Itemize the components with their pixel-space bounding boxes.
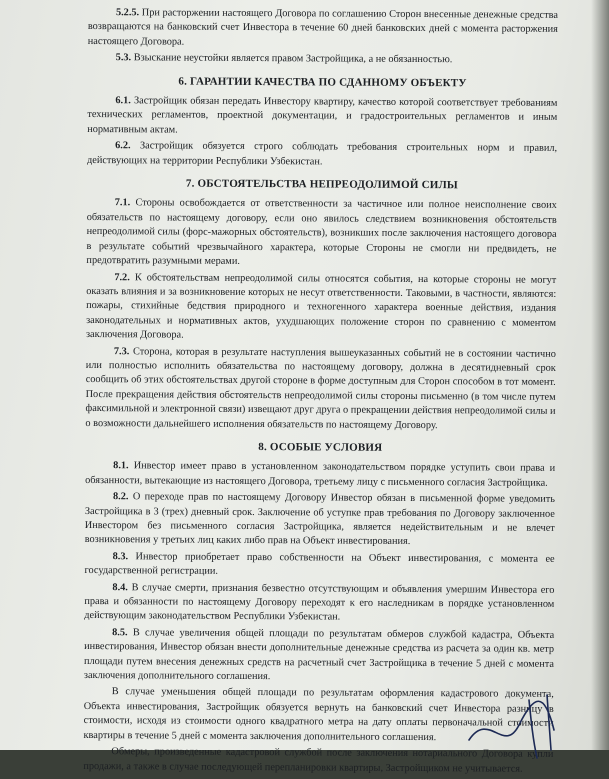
- clause-number: 7.2.: [114, 271, 130, 283]
- clause-text: Застройщик обязуется строго соблюдать требования строительных норм и правил, действующих на территории Республики Узбекистан.: [87, 140, 558, 168]
- clause-text: Взыскание неустойки является правом Застройщика, а не обязанностью.: [133, 52, 453, 66]
- section-7-title: 7. ОБСТОЯТЕЛЬСТВА НЕПРЕОДОЛИМОЙ СИЛЫ: [185, 177, 458, 192]
- clause-text: О переходе прав по настоящему Договору Инвестор обязан в письменной форме уведомить Застройщика в 3 (трех) дневный срок. Заключение об уступке прав требования по Договору заключенное Инвестором без письменного согласия Застройщика, является недействительным и не влечет возникновения у третьих лиц каких либо прав на Объект инвестирования.: [84, 491, 556, 548]
- clause-8-1: [85, 459, 555, 491]
- document-text: [83, 6, 558, 779]
- handwritten-signature: [459, 670, 579, 760]
- clause-7-1: [86, 196, 556, 271]
- clause-number: 6.1.: [115, 95, 131, 107]
- clause-number: 7.1.: [114, 197, 131, 209]
- clause-text: В случае смерти, признания безвестно отсутствующим и объявления умершим Инвестора его права и обязанности по настоящему Договору переходят к его наследникам в порядке установленном действующим законодательством Республики Узбекистан.: [84, 581, 555, 623]
- clause-number: 8.5.: [112, 627, 128, 639]
- clause-8-3: [85, 550, 555, 582]
- clause-5-2-5: [88, 6, 558, 52]
- clause-text: При расторжении настоящего Договора по соглашению Сторон внесенные денежные средства возвращаются на банковский счет Инвестора в течение 60 дней банковских дней с момента расторжения настоящего Договора.: [87, 7, 558, 48]
- clause-text: В случае увеличения общей площади по результатам обмеров службой кадастра, Объекта инвестирования, Инвестор обязан внести дополнительные денежные средства из расчета за один кв. метр площади путем внесения денежных средств на расчетный счет Застройщика в течение 5 дней с момента заключения дополнительного соглашения.: [83, 627, 555, 683]
- clause-text: Инвестор приобретает право собственности на Объект инвестирования, с момента ее государственной регистрации.: [84, 551, 555, 578]
- clause-8-2: [85, 490, 555, 550]
- clause-6-2: [87, 139, 557, 171]
- clause-8-4: [84, 581, 554, 627]
- clause-6-1: [87, 94, 557, 140]
- clause-number: 5.3.: [115, 52, 132, 64]
- clause-text: К обстоятельствам непреодолимой силы относятся события, на которые стороны не могут оказать влияния и за возникновение которых не несут ответственности. Таковыми, в частности, являются: пожары, стихийные бедствия природного и техногенного характера военные действия, издания законодательных и нормативных актов, ухудшающих положение сторон по сравнению с моментом заключения Договора.: [85, 271, 557, 341]
- clause-7-2: [86, 270, 556, 345]
- clause-7-3: [85, 345, 556, 434]
- clause-text: Застройщик обязан передать Инвестору квартиру, качество которой соответствует требованиям технических регламентов, проектной документации, и градостроительных регламентов и иным нормативным актам.: [87, 95, 558, 136]
- section-8-title: 8. ОСОБЫЕ УСЛОВИЯ: [258, 441, 383, 454]
- clause-number: 5.2.5.: [115, 7, 140, 19]
- clause-number: 7.3.: [113, 345, 130, 357]
- clause-text: Инвестор имеет право в установленном законодательством порядке уступить свои права и обязанности, вытекающие из настоящего Договора, третьему лицу с письменного согласия Застройщика.: [85, 460, 556, 489]
- clause-text: Сторона, которая в результате наступления вышеуказанных событий не в состоянии частично или полностью исполнить обязательства по настоящему договору, должна в десятидневный срок сообщить об этих обстоятельствах другой стороне в форме доступным для Сторон способом в тот момент. После прекращения действия обстоятельств непреодолимой силы стороны письменно (в том числе путем факсимильной и электронной связи) извещают друг друга о прекращении действия непреодолимой силы и о возможности дальнейшего исполнения обязательств по настоящему Договору.: [85, 345, 556, 431]
- clause-number: 8.3.: [112, 550, 129, 563]
- clause-number: 6.2.: [115, 140, 131, 152]
- clause-text: Стороны освобождается от ответственности за частичное или полное неисполнение своих обязательств по настоящему договору, если оно явилось следствием возникновения обстоятельств непреодолимой силы (форс-мажорных обстоятельств), возникших после заключения настоящего договора в результате событий чрезвычайного характера, которые Стороны не смогли ни предвидеть, не предотвратить разумными мерами.: [86, 197, 557, 268]
- clause-8-5-measurements: Обмеры, произведенные кадастровой службой после заключения нотариального Договора купли продажи, а также в случае последующей перепланировки квартиры, Застройщиком не учитывается.: [83, 746, 554, 775]
- section-6-title: 6. ГАРАНТИИ КАЧЕСТВА ПО СДАННОМУ ОБЪЕКТУ: [178, 75, 467, 89]
- clause-number: 8.2.: [112, 491, 129, 503]
- page-edge-shadow: [591, 0, 609, 750]
- clause-number: 8.4.: [112, 581, 128, 593]
- clause-8-5-reduction: В случае уменьшения общей площади по результатам оформления кадастрового документа, Объекта инвестирования, Застройщик обязуется вернуть на банковский счет Инвестора разницу в стоимости, исходя из стоимости одного квадратного метра на дату оплаты первоначальной стоимости квартиры в течение 5 дней с момента заключения дополнительного соглашения.: [83, 686, 554, 743]
- clause-5-3: [88, 51, 558, 68]
- clause-number: 8.1.: [113, 460, 129, 472]
